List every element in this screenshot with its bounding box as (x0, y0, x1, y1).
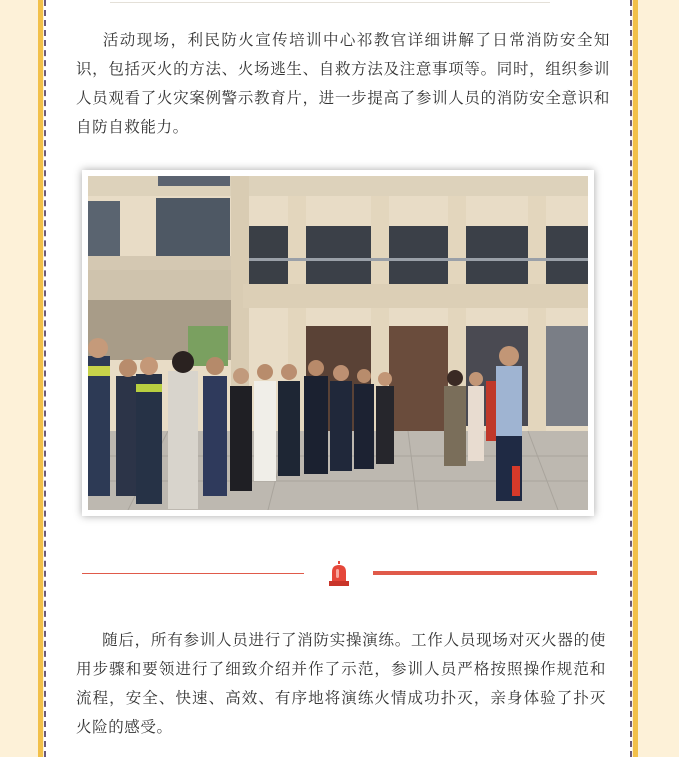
training-photo (82, 170, 594, 516)
siren-icon (326, 561, 352, 589)
paragraph-drill-text: 随后，所有参训人员进行了消防实操演练。工作人员现场对灭火器的使用步骤和要领进行了细致介绍并作了示范，参训人员严格按照操作规范和流程，安全、快速、高效、有序地将演练火情成功扑灭，亲身体验了扑灭火险的感受。 (76, 631, 606, 736)
divider-line-right (373, 571, 597, 575)
paragraph-intro (76, 26, 610, 142)
paragraph-intro-text: 活动现场，利民防火宣传培训中心祁教官详细讲解了日常消防安全知识，包括灭火的方法、火场逃生、自救方法及注意事项等。同时，组织参训人员观看了火灾案例警示教育片，进一步提高了参训人员的消防安全意识和自防自救能力。 (76, 31, 610, 136)
photo-image (88, 176, 588, 510)
paragraph-drill (76, 626, 606, 742)
top-divider (110, 2, 550, 3)
divider-line-left (82, 573, 304, 574)
